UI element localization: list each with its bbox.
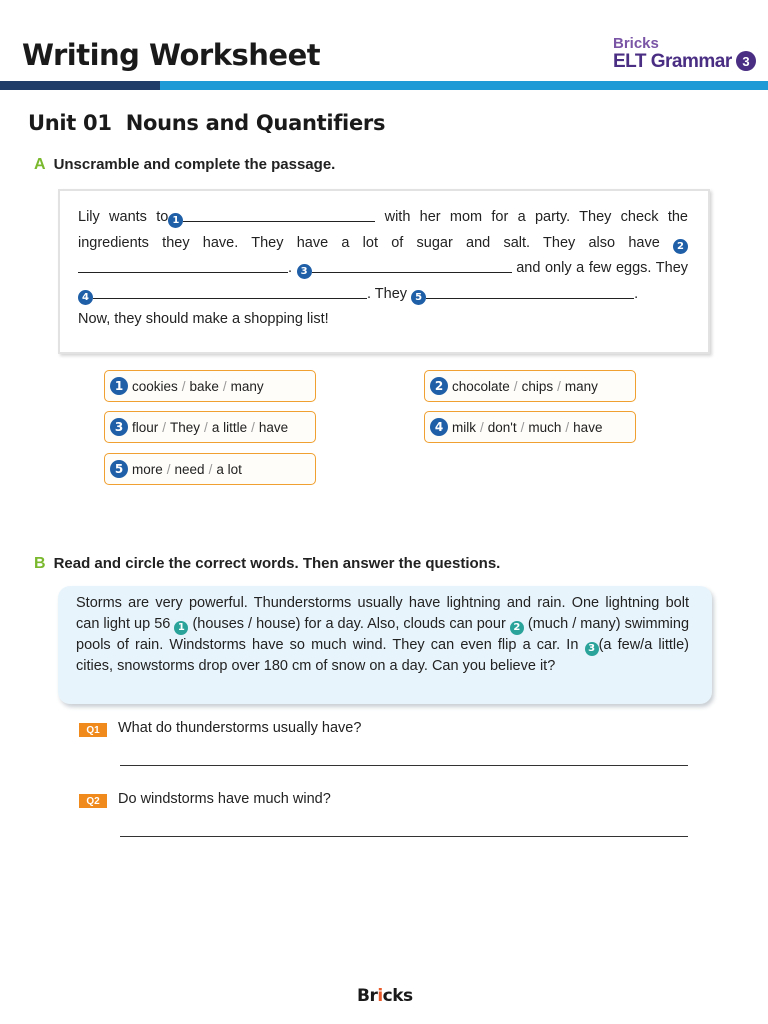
brand-logo xyxy=(613,36,756,71)
word-separator: / xyxy=(204,419,208,435)
footer-brand-dot: i xyxy=(377,986,383,1006)
word-separator: / xyxy=(251,419,255,435)
passage-text[interactable]: (much / many) swimming pools of rain. Windstorms have so much wind. They can even flip a car. In xyxy=(76,615,690,653)
word-separator: / xyxy=(513,378,518,394)
word: chips xyxy=(521,378,554,394)
answer-blank-4[interactable] xyxy=(93,285,367,299)
number-5-icon: 5 xyxy=(411,290,426,305)
number-3-icon: 3 xyxy=(110,418,128,436)
word: milk xyxy=(452,419,476,435)
word: don't xyxy=(487,419,517,435)
section-b-letter: B xyxy=(34,555,46,572)
number-1-icon: 1 xyxy=(168,213,183,228)
answer-blank-1[interactable] xyxy=(183,208,375,222)
question-1-badge: Q1 xyxy=(79,723,107,737)
word: need xyxy=(174,461,205,477)
word: much xyxy=(528,419,562,435)
word-separator: / xyxy=(162,419,167,435)
number-1-icon: 1 xyxy=(174,621,188,635)
passage-text: Lily wants to xyxy=(78,209,169,225)
word: bake xyxy=(189,378,219,394)
passage-text[interactable]: (houses / house) for a day. Also, clouds can pour xyxy=(192,615,506,632)
number-4-icon: 4 xyxy=(78,290,93,305)
word-box-1 xyxy=(104,370,316,402)
page-title: Writing Worksheet xyxy=(22,38,321,72)
header-bar-light xyxy=(160,81,768,90)
footer-logo xyxy=(357,986,413,1006)
word: have xyxy=(258,419,289,435)
word: have xyxy=(573,419,603,435)
word-separator: / xyxy=(565,419,570,435)
word: a little xyxy=(211,419,248,435)
word: more xyxy=(132,461,163,477)
passage-text: . They xyxy=(367,285,408,302)
answer-blank-5[interactable] xyxy=(426,285,634,299)
section-a-instruction: Unscramble and complete the passage. xyxy=(53,156,336,173)
word: a lot xyxy=(216,461,242,477)
word: many xyxy=(230,378,264,394)
word: They xyxy=(170,419,201,435)
unit-heading xyxy=(28,111,385,135)
number-3-icon: 3 xyxy=(297,264,312,279)
word-separator: / xyxy=(208,461,213,477)
passage-text[interactable]: (a few/a little) cities, snowstorms drop over 180 cm of snow on a day. Can you believe it? xyxy=(76,636,690,674)
word-separator: / xyxy=(480,419,484,435)
word-separator: / xyxy=(181,378,186,394)
question-2-badge: Q2 xyxy=(79,794,107,808)
answer-blank-2[interactable] xyxy=(78,259,288,273)
word-separator: / xyxy=(557,378,561,394)
number-5-icon: 5 xyxy=(110,460,128,478)
footer-brand-part2: cks xyxy=(382,986,413,1006)
word-box-4 xyxy=(424,411,636,443)
brand-small-text: Bricks xyxy=(613,35,659,52)
answer-blank-3[interactable] xyxy=(312,259,512,273)
word: cookies xyxy=(132,378,178,394)
answer-line-2[interactable] xyxy=(120,836,688,837)
section-a-heading xyxy=(34,156,335,174)
number-2-icon: 2 xyxy=(673,239,688,254)
number-2-icon: 2 xyxy=(430,377,448,395)
word-box-2 xyxy=(424,370,636,402)
word-separator: / xyxy=(222,378,227,394)
word-box-3 xyxy=(104,411,316,443)
footer-brand-part1: Br xyxy=(357,986,378,1006)
passage-text: and only a few eggs. They xyxy=(516,260,689,276)
word-box-5 xyxy=(104,453,316,485)
header-bar-dark xyxy=(0,81,160,90)
number-4-icon: 4 xyxy=(430,418,448,436)
passage-text: with her mom for a party. They check the ingredients they have. They have a lot of sugar and salt. They also have xyxy=(78,209,688,251)
section-a-letter: A xyxy=(34,156,46,173)
word-separator: / xyxy=(520,419,525,435)
passage-text: Storms are very powerful. Thunderstorms usually have lightning and rain. One lightning bolt can light up 56 xyxy=(76,595,689,632)
question-1-text: What do thunderstorms usually have? xyxy=(118,720,362,736)
word-separator: / xyxy=(166,461,171,477)
word: chocolate xyxy=(452,378,510,394)
unit-number: Unit 01 xyxy=(28,111,112,135)
brand-level-badge: 3 xyxy=(736,51,756,71)
section-b-instruction: Read and circle the correct words. Then answer the questions. xyxy=(53,555,501,572)
brand-name: ELT Grammar xyxy=(613,50,732,72)
section-a-passage xyxy=(58,189,710,354)
question-2-text: Do windstorms have much wind? xyxy=(118,791,331,807)
passage-text: . xyxy=(288,260,293,276)
word: many xyxy=(564,378,598,394)
word: flour xyxy=(132,419,159,435)
unit-name: Nouns and Quantifiers xyxy=(125,111,386,135)
passage-text: Now, they should make a shopping list! xyxy=(78,311,329,327)
number-3-icon: 3 xyxy=(585,642,599,656)
passage-text: . xyxy=(634,285,639,302)
number-1-icon: 1 xyxy=(110,377,128,395)
number-2-icon: 2 xyxy=(510,621,524,635)
section-b-passage xyxy=(58,586,712,704)
answer-line-1[interactable] xyxy=(120,765,688,766)
brand-big-text xyxy=(613,51,756,71)
section-b-heading xyxy=(34,555,500,573)
